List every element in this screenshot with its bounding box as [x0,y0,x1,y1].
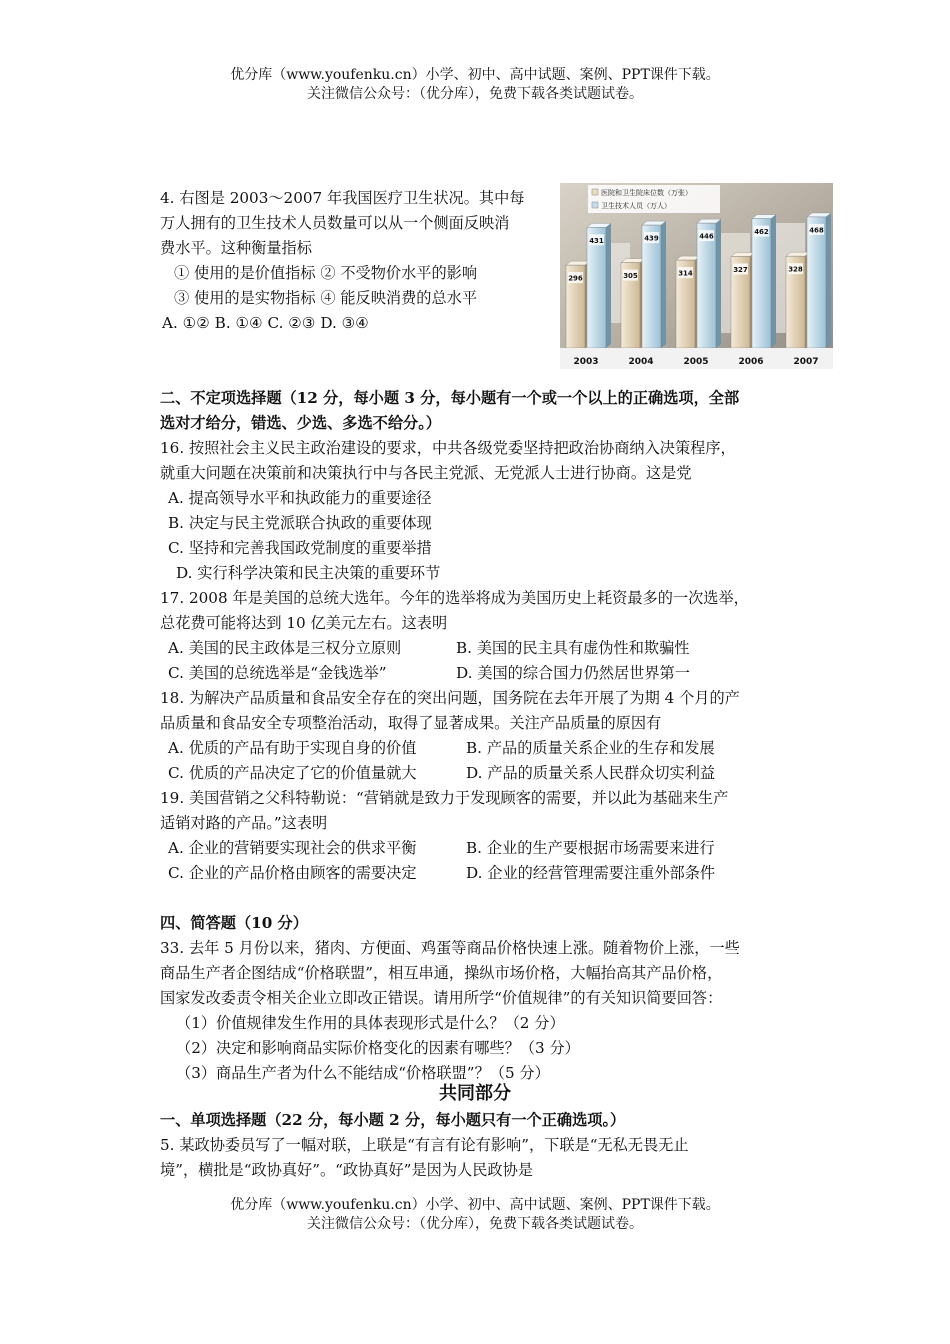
q33-part-3: （3）商品生产者为什么不能结成“价格联盟”？（5 分） [176,1064,550,1082]
q33-part-1: （1）价值规律发生作用的具体表现形式是什么？（2 分） [176,1014,565,1032]
value-label-beds: 328 [788,265,803,274]
medical-chart [560,183,833,369]
value-label-beds: 296 [568,274,583,283]
q18-option-d: D. 产品的质量关系人民群众切实利益 [466,764,716,782]
q19-text-2: 适销对路的产品。”这表明 [160,814,328,832]
x-tick-label: 2006 [738,357,764,367]
value-label-staff: 446 [699,232,714,241]
header-line-1: 优分库（www.youfenku.cn）小学、初中、高中试题、案例、PPT课件下载。 [230,67,720,83]
bar-staff [587,227,606,348]
section2-title-2: 选对才给分，错选、少选、多选不给分。） [160,414,441,432]
bar-staff [642,225,661,348]
q33-part-2: （2）决定和影响商品实际价格变化的因素有哪些？（3 分） [176,1039,580,1057]
q18-text-2: 品质量和食品安全专项整治活动，取得了显著成果。关注产品质量的原因有 [160,714,662,732]
q18-text-1: 18. 为解决产品质量和食品安全存在的突出问题，国务院在去年开展了为期 4 个月的产 [160,689,740,707]
footer-line-1: 优分库（www.youfenku.cn）小学、初中、高中试题、案例、PPT课件下载。 [230,1197,720,1213]
common-section1-title: 一、单项选择题（22 分，每小题 2 分，每小题只有一个正确选项。） [160,1111,626,1129]
q17-text-2: 总花费可能将达到 10 亿美元左右。这表明 [160,614,448,632]
value-label-staff: 431 [589,236,604,245]
q19-option-b: B. 企业的生产要根据市场需要来进行 [466,839,715,857]
q33-text-2: 商品生产者企图结成“价格联盟”，相互串通，操纵市场价格，大幅抬高其产品价格， [160,964,723,982]
legend-label-beds: 医院和卫生院床位数（万张） [601,189,692,197]
common-section-title: 共同部分 [439,1083,511,1104]
q4-options-2: ③ 使用的是实物指标 ④ 能反映消费的总水平 [174,289,478,307]
q17-text-1: 17. 2008 年是美国的总统大选年。今年的选举将成为美国历史上耗资最多的一次选举， [160,589,749,607]
footer-line-2: 关注微信公众号：（优分库），免费下载各类试题试卷。 [307,1216,643,1232]
x-tick-label: 2005 [683,357,709,367]
q5-text-2: 境”，横批是“政协真好”。“政协真好”是因为人民政协是 [160,1161,533,1179]
x-tick-label: 2004 [628,357,654,367]
q4-options-1: ① 使用的是价值指标 ② 不受物价水平的影响 [174,264,478,282]
q33-text-1: 33. 去年 5 月份以来，猪肉、方便面、鸡蛋等商品价格快速上涨。随着物价上涨，一些 [160,939,740,957]
legend-swatch-beds [592,189,598,195]
q17-option-d: D. 美国的综合国力仍然居世界第一 [456,664,690,682]
page-header [0,66,950,104]
bar-staff-side [606,223,611,348]
q17-option-b: B. 美国的民主具有虚伪性和欺骗性 [456,639,690,657]
value-label-beds: 327 [733,265,748,274]
bar-staff-side [716,219,721,348]
section2-title-1: 二、不定项选择题（12 分，每小题 3 分，每小题有一个或一个以上的正确选项，全部 [160,389,740,407]
value-label-beds: 314 [678,269,693,278]
legend-label-staff: 卫生技术人员（万人） [601,202,671,210]
q16-option-d: D. 实行科学决策和民主决策的重要环节 [176,564,441,582]
x-tick-label: 2003 [573,357,599,367]
q18-option-a: A. 优质的产品有助于实现自身的价值 [168,739,417,757]
q5-text-1: 5. 某政协委员写了一幅对联，上联是“有言有论有影响”，下联是“无私无畏无止 [160,1136,689,1154]
q17-option-a: A. 美国的民主政体是三权分立原则 [168,639,402,657]
value-label-beds: 305 [623,272,638,281]
bar-staff [752,219,771,348]
q19-text-1: 19. 美国营销之父科特勒说：“营销就是致力于发现顾客的需要，并以此为基础来生产 [160,789,729,807]
header-line-2: 关注微信公众号：（优分库），免费下载各类试题试卷。 [307,86,643,102]
bar-staff [807,217,826,348]
q16-option-a: A. 提高领导水平和执政能力的重要途径 [168,489,432,507]
q4-text-1: 4. 右图是 2003～2007 年我国医疗卫生状况。其中每 [160,189,525,207]
q4-text-3: 费水平。这种衡量指标 [160,239,312,257]
bar-staff-side [826,213,831,348]
q18-option-c: C. 优质的产品决定了它的价值量就大 [168,764,417,782]
q19-option-c: C. 企业的产品价格由顾客的需要决定 [168,864,417,882]
bar-staff-side [661,221,666,348]
q17-option-c: C. 美国的总统选举是“金钱选举” [168,664,387,682]
q19-option-a: A. 企业的营销要实现社会的供求平衡 [168,839,417,857]
bar-staff-side [771,215,776,348]
value-label-staff: 462 [754,228,769,237]
q16-option-c: C. 坚持和完善我国政党制度的重要举措 [168,539,432,557]
section4-title: 四、简答题（10 分） [160,914,308,932]
page-footer [0,1196,950,1234]
bar-staff [697,223,716,348]
value-label-staff: 468 [809,226,824,235]
q19-option-d: D. 企业的经营管理需要注重外部条件 [466,864,716,882]
value-label-staff: 439 [644,234,659,243]
q16-text-2: 就重大问题在决策前和决策执行中与各民主党派、无党派人士进行协商。这是党 [160,464,692,482]
q33-text-3: 国家发改委责令相关企业立即改正错误。请用所学“价值规律”的有关知识简要回答： [160,989,723,1007]
q16-option-b: B. 决定与民主党派联合执政的重要体现 [168,514,432,532]
q4-answers: A. ①② B. ①④ C. ②③ D. ③④ [162,314,369,332]
q18-option-b: B. 产品的质量关系企业的生存和发展 [466,739,715,757]
x-tick-label: 2007 [793,357,819,367]
q4-text-2: 万人拥有的卫生技术人员数量可以从一个侧面反映消 [160,214,510,232]
legend-swatch-staff [592,202,598,208]
q16-text-1: 16. 按照社会主义民主政治建设的要求，中共各级党委坚持把政治协商纳入决策程序， [160,439,736,457]
